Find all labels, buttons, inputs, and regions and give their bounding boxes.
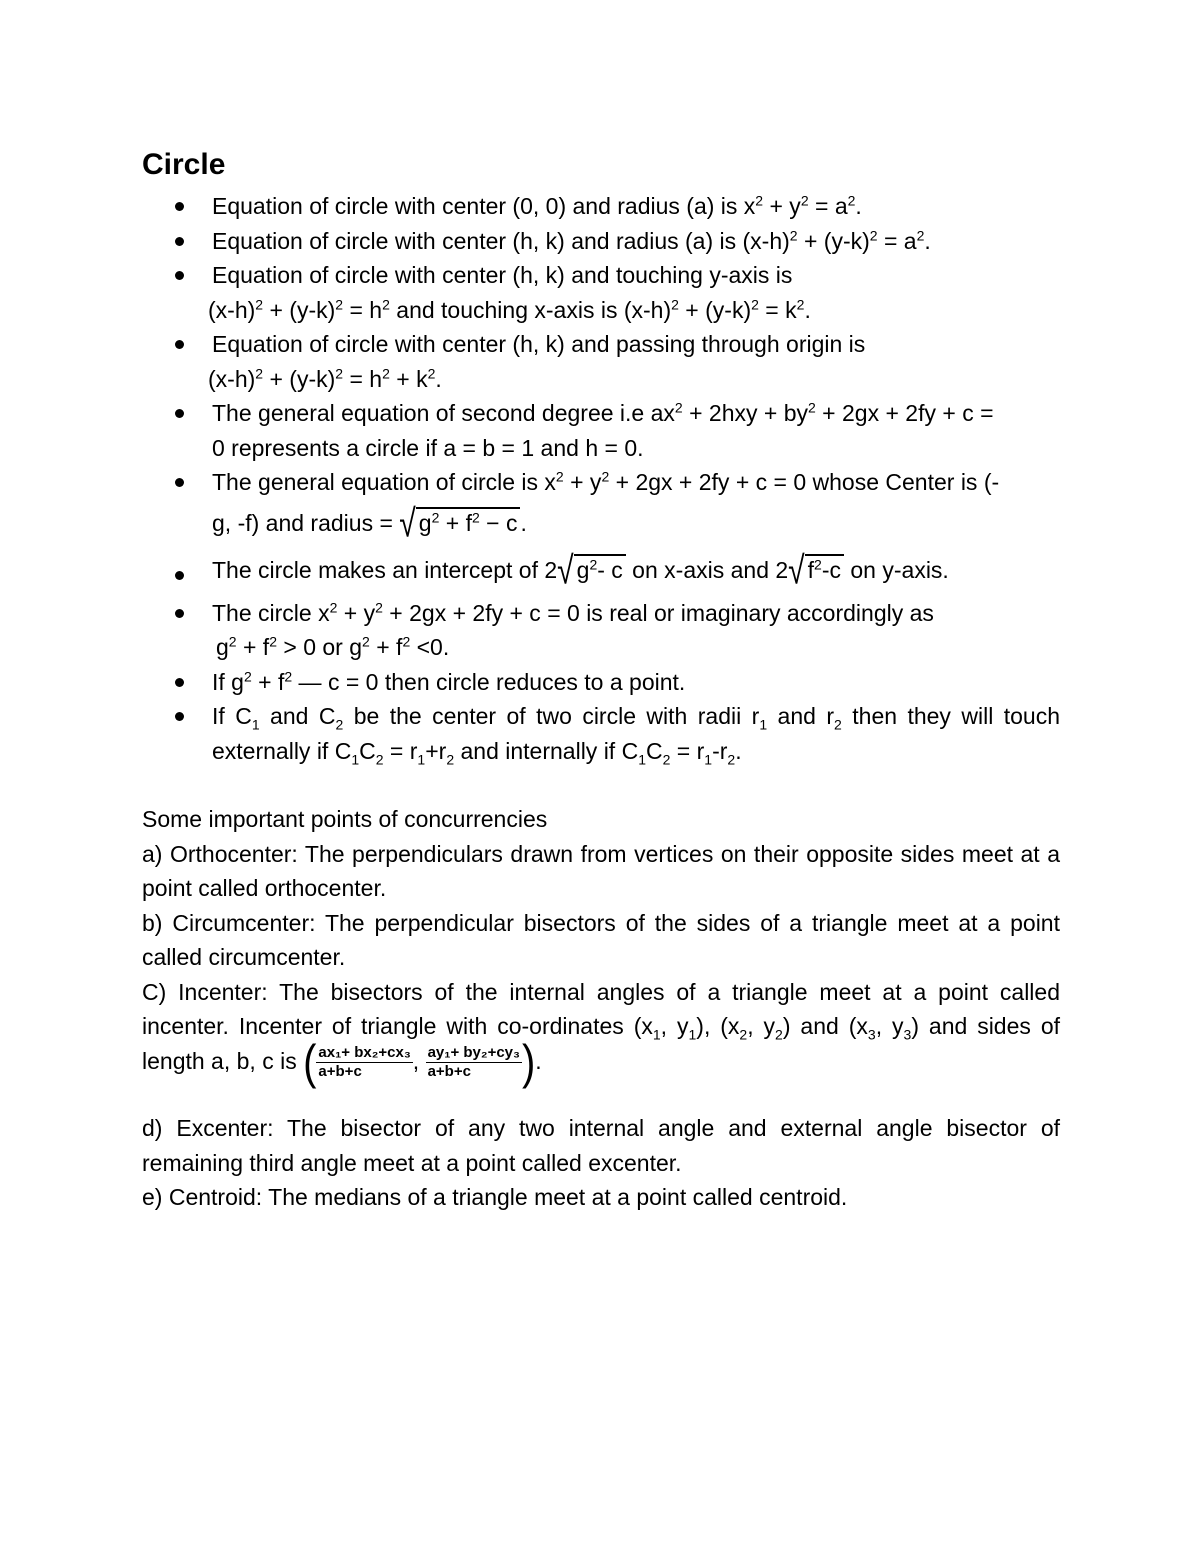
superscript: 2 — [471, 509, 480, 526]
bullet-icon — [175, 478, 184, 487]
text: g, -f) and radius = — [212, 509, 400, 536]
bullet-icon — [175, 340, 184, 349]
text: . — [924, 227, 931, 254]
text: f — [807, 557, 815, 584]
subscript: 1 — [638, 751, 646, 768]
text: = a — [808, 193, 848, 219]
superscript: 2 — [329, 599, 338, 616]
spacer — [142, 1081, 1060, 1111]
subscript: 1 — [704, 751, 713, 768]
text: The general equation of second degree i.e ax — [212, 400, 675, 426]
text: > 0 or g — [277, 634, 363, 661]
fraction-y — [426, 1044, 522, 1081]
superscript: 2 — [755, 192, 764, 209]
text: ) and (x — [782, 1013, 868, 1040]
list-item — [142, 699, 1060, 768]
superscript: 2 — [589, 556, 598, 573]
text: +r — [425, 737, 447, 764]
list-item — [142, 596, 1060, 665]
text: The circle makes an intercept of 2 — [212, 556, 558, 583]
fraction-x — [316, 1044, 412, 1081]
text: + (y-k) — [263, 365, 336, 392]
superscript: 2 — [671, 295, 679, 312]
square-root — [788, 550, 844, 594]
text: . — [435, 365, 442, 392]
superscript: 2 — [814, 556, 822, 573]
continuation-line — [208, 293, 1060, 328]
subscript: 2 — [739, 1026, 748, 1043]
continuation-line — [216, 630, 1060, 665]
text: , y — [660, 1013, 689, 1040]
list-item — [142, 224, 1060, 259]
text: g — [418, 510, 432, 537]
superscript: 2 — [243, 668, 252, 685]
circumcenter-paragraph: b) Circumcenter: The perpendicular bisectors of the sides of a triangle meet at a point called circumcenter. — [142, 909, 1060, 971]
text: + y — [763, 193, 801, 219]
text: − c — [479, 510, 518, 537]
superscript: 2 — [402, 633, 411, 650]
superscript: 2 — [427, 364, 436, 381]
text: , y — [875, 1013, 904, 1040]
text: and internally if C — [454, 737, 639, 764]
page-title: Circle — [142, 148, 226, 181]
radical-icon: √ — [557, 550, 574, 594]
text: = r — [670, 737, 705, 764]
text: + (y-k) — [678, 296, 752, 323]
text: (x-h) — [208, 296, 256, 323]
text: Equation of circle with center (h, k) and passing through origin is — [212, 331, 866, 357]
subscript: 1 — [759, 716, 768, 733]
superscript: 2 — [847, 192, 856, 209]
superscript: 2 — [255, 295, 264, 312]
text: + 2gx + 2fy + c = — [815, 400, 994, 426]
concurrency-section — [142, 802, 1060, 1214]
subscript: 2 — [446, 751, 455, 768]
bullet-icon — [175, 712, 184, 721]
text: -c — [821, 557, 841, 584]
superscript: 2 — [375, 599, 383, 616]
text: , y — [747, 1013, 776, 1040]
text: on y-axis. — [844, 556, 949, 583]
text: then they will touch externally if C — [212, 703, 1060, 764]
text: g — [576, 557, 590, 584]
text: and C — [259, 703, 336, 730]
left-paren: ( — [303, 1036, 317, 1089]
text: - c — [597, 557, 623, 584]
centroid-paragraph: e) Centroid: The medians of a triangle meet at a point called centroid. — [142, 1184, 848, 1211]
text: . — [520, 509, 527, 536]
radicand — [416, 507, 521, 535]
subscript: 3 — [903, 1026, 912, 1043]
radical-icon: √ — [399, 502, 416, 546]
superscript: 2 — [335, 364, 344, 381]
superscript: 2 — [555, 468, 564, 485]
subscript: 2 — [375, 751, 384, 768]
superscript: 2 — [601, 468, 610, 485]
superscript: 2 — [382, 364, 390, 381]
superscript: 2 — [808, 399, 816, 416]
text: + 2gx + 2fy + c = 0 whose Center is (- — [609, 469, 1000, 495]
text: = k — [758, 296, 797, 323]
text: Equation of circle with center (h, k) and touching y-axis is — [212, 262, 793, 288]
subscript: 2 — [335, 716, 344, 733]
text: Equation of circle with center (h, k) and radius (a) is (x-h) — [212, 227, 790, 254]
text: g — [216, 634, 229, 661]
text: ), (x — [696, 1013, 740, 1040]
subscript: 1 — [251, 716, 260, 733]
superscript: 2 — [284, 668, 293, 685]
square-root — [399, 502, 520, 546]
text: + f — [439, 510, 472, 537]
text: . — [855, 193, 862, 219]
list-item — [142, 550, 1060, 594]
continuation-line — [208, 362, 1060, 397]
text: C — [359, 737, 376, 764]
superscript: 2 — [796, 295, 805, 312]
document-page — [142, 145, 1060, 1215]
subscript: 2 — [662, 751, 671, 768]
superscript: 2 — [674, 399, 683, 416]
radicand — [574, 554, 626, 582]
list-item — [142, 396, 1060, 465]
superscript: 2 — [800, 192, 809, 209]
text: + y — [563, 469, 602, 495]
text: . — [735, 737, 742, 764]
text: = h — [343, 365, 383, 392]
text: — c = 0 then circle reduces to a point. — [292, 668, 686, 695]
denominator: a+b+c — [427, 1063, 471, 1081]
text: C — [646, 737, 663, 764]
list-item — [142, 465, 1060, 546]
text: Equation of circle with center (0, 0) and radius (a) is x — [212, 193, 756, 219]
text: + f — [251, 668, 285, 695]
superscript: 2 — [335, 295, 344, 312]
bullet-icon — [175, 678, 184, 687]
list-item — [142, 327, 1060, 396]
text: + f — [236, 634, 270, 661]
text: The circle x — [212, 599, 330, 626]
right-paren: ) — [521, 1036, 536, 1089]
spacer — [142, 768, 1060, 802]
comma: , — [412, 1047, 420, 1074]
text: + y — [337, 599, 376, 626]
incenter-paragraph — [142, 975, 1061, 1089]
bullet-icon — [175, 271, 184, 280]
bullet-icon — [175, 409, 184, 418]
superscript: 2 — [228, 633, 237, 650]
text: . — [804, 296, 811, 323]
radicand — [805, 554, 844, 582]
text: + 2hxy + by — [682, 400, 808, 426]
text: = h — [343, 296, 383, 323]
text: and touching x-axis is (x-h) — [389, 296, 672, 323]
numerator: ax₁+ bx₂+cx₃ — [318, 1044, 411, 1062]
text: If g — [212, 668, 244, 695]
list-item — [142, 665, 1060, 700]
subscript: 1 — [652, 1026, 661, 1043]
text: -r — [712, 737, 728, 764]
orthocenter-paragraph: a) Orthocenter: The perpendiculars drawn from vertices on their opposite sides meet at a point called orthocenter. — [142, 840, 1060, 902]
list-item — [142, 258, 1060, 327]
subscript: 2 — [834, 716, 842, 733]
text: + (y-k) — [263, 296, 336, 323]
section-heading: Some important points of concurrencies — [142, 806, 548, 833]
subscript: 2 — [727, 751, 736, 768]
superscript: 2 — [431, 509, 440, 526]
text: + f — [369, 634, 403, 661]
text: + (y-k) — [797, 227, 870, 254]
subscript: 3 — [867, 1026, 876, 1043]
bullet-icon — [175, 609, 184, 618]
superscript: 2 — [869, 226, 878, 243]
superscript: 2 — [255, 364, 264, 381]
text: be the center of two circle with radii r — [343, 703, 760, 730]
text: ) and sides of length a, b, c is — [142, 1013, 1061, 1074]
line — [212, 502, 527, 546]
superscript: 2 — [362, 633, 370, 650]
text: = r — [383, 737, 418, 764]
bullet-icon — [175, 571, 184, 580]
text: = a — [877, 227, 917, 254]
list-item — [142, 189, 1060, 224]
bullet-icon — [175, 237, 184, 246]
radical-icon: √ — [788, 550, 805, 594]
excenter-paragraph: d) Excenter: The bisector of any two internal angle and external angle bisector of remaining third angle meet at a point called excenter. — [142, 1115, 1060, 1176]
text: . — [535, 1047, 542, 1074]
text: If C — [212, 703, 252, 730]
superscript: 2 — [916, 226, 925, 243]
superscript: 2 — [382, 295, 390, 312]
text: <0. — [410, 634, 450, 661]
text: C) Incenter: The bisectors of the internal angles of a triangle meet at a point called incenter. Incenter of triangle with co-ordinates (x — [142, 978, 1060, 1040]
superscript: 2 — [751, 295, 759, 312]
numerator: ay₁+ by₂+cy₃ — [427, 1044, 520, 1062]
text: on x-axis and 2 — [625, 556, 789, 583]
subscript: 1 — [688, 1026, 697, 1043]
circle-formula-list — [142, 189, 1060, 768]
text: 0 represents a circle if a = b = 1 and h = 0. — [212, 434, 644, 461]
superscript: 2 — [269, 633, 277, 650]
text: (x-h) — [208, 365, 256, 392]
text: The general equation of circle is x — [212, 469, 556, 495]
bullet-icon — [175, 202, 184, 211]
subscript: 1 — [351, 751, 360, 768]
subscript: 1 — [417, 751, 426, 768]
denominator: a+b+c — [318, 1063, 362, 1081]
text: and r — [767, 703, 835, 730]
superscript: 2 — [789, 226, 798, 243]
square-root — [557, 550, 626, 594]
subscript: 2 — [775, 1026, 783, 1043]
text: + k — [389, 365, 428, 392]
text: + 2gx + 2fy + c = 0 is real or imaginary accordingly as — [382, 599, 934, 626]
